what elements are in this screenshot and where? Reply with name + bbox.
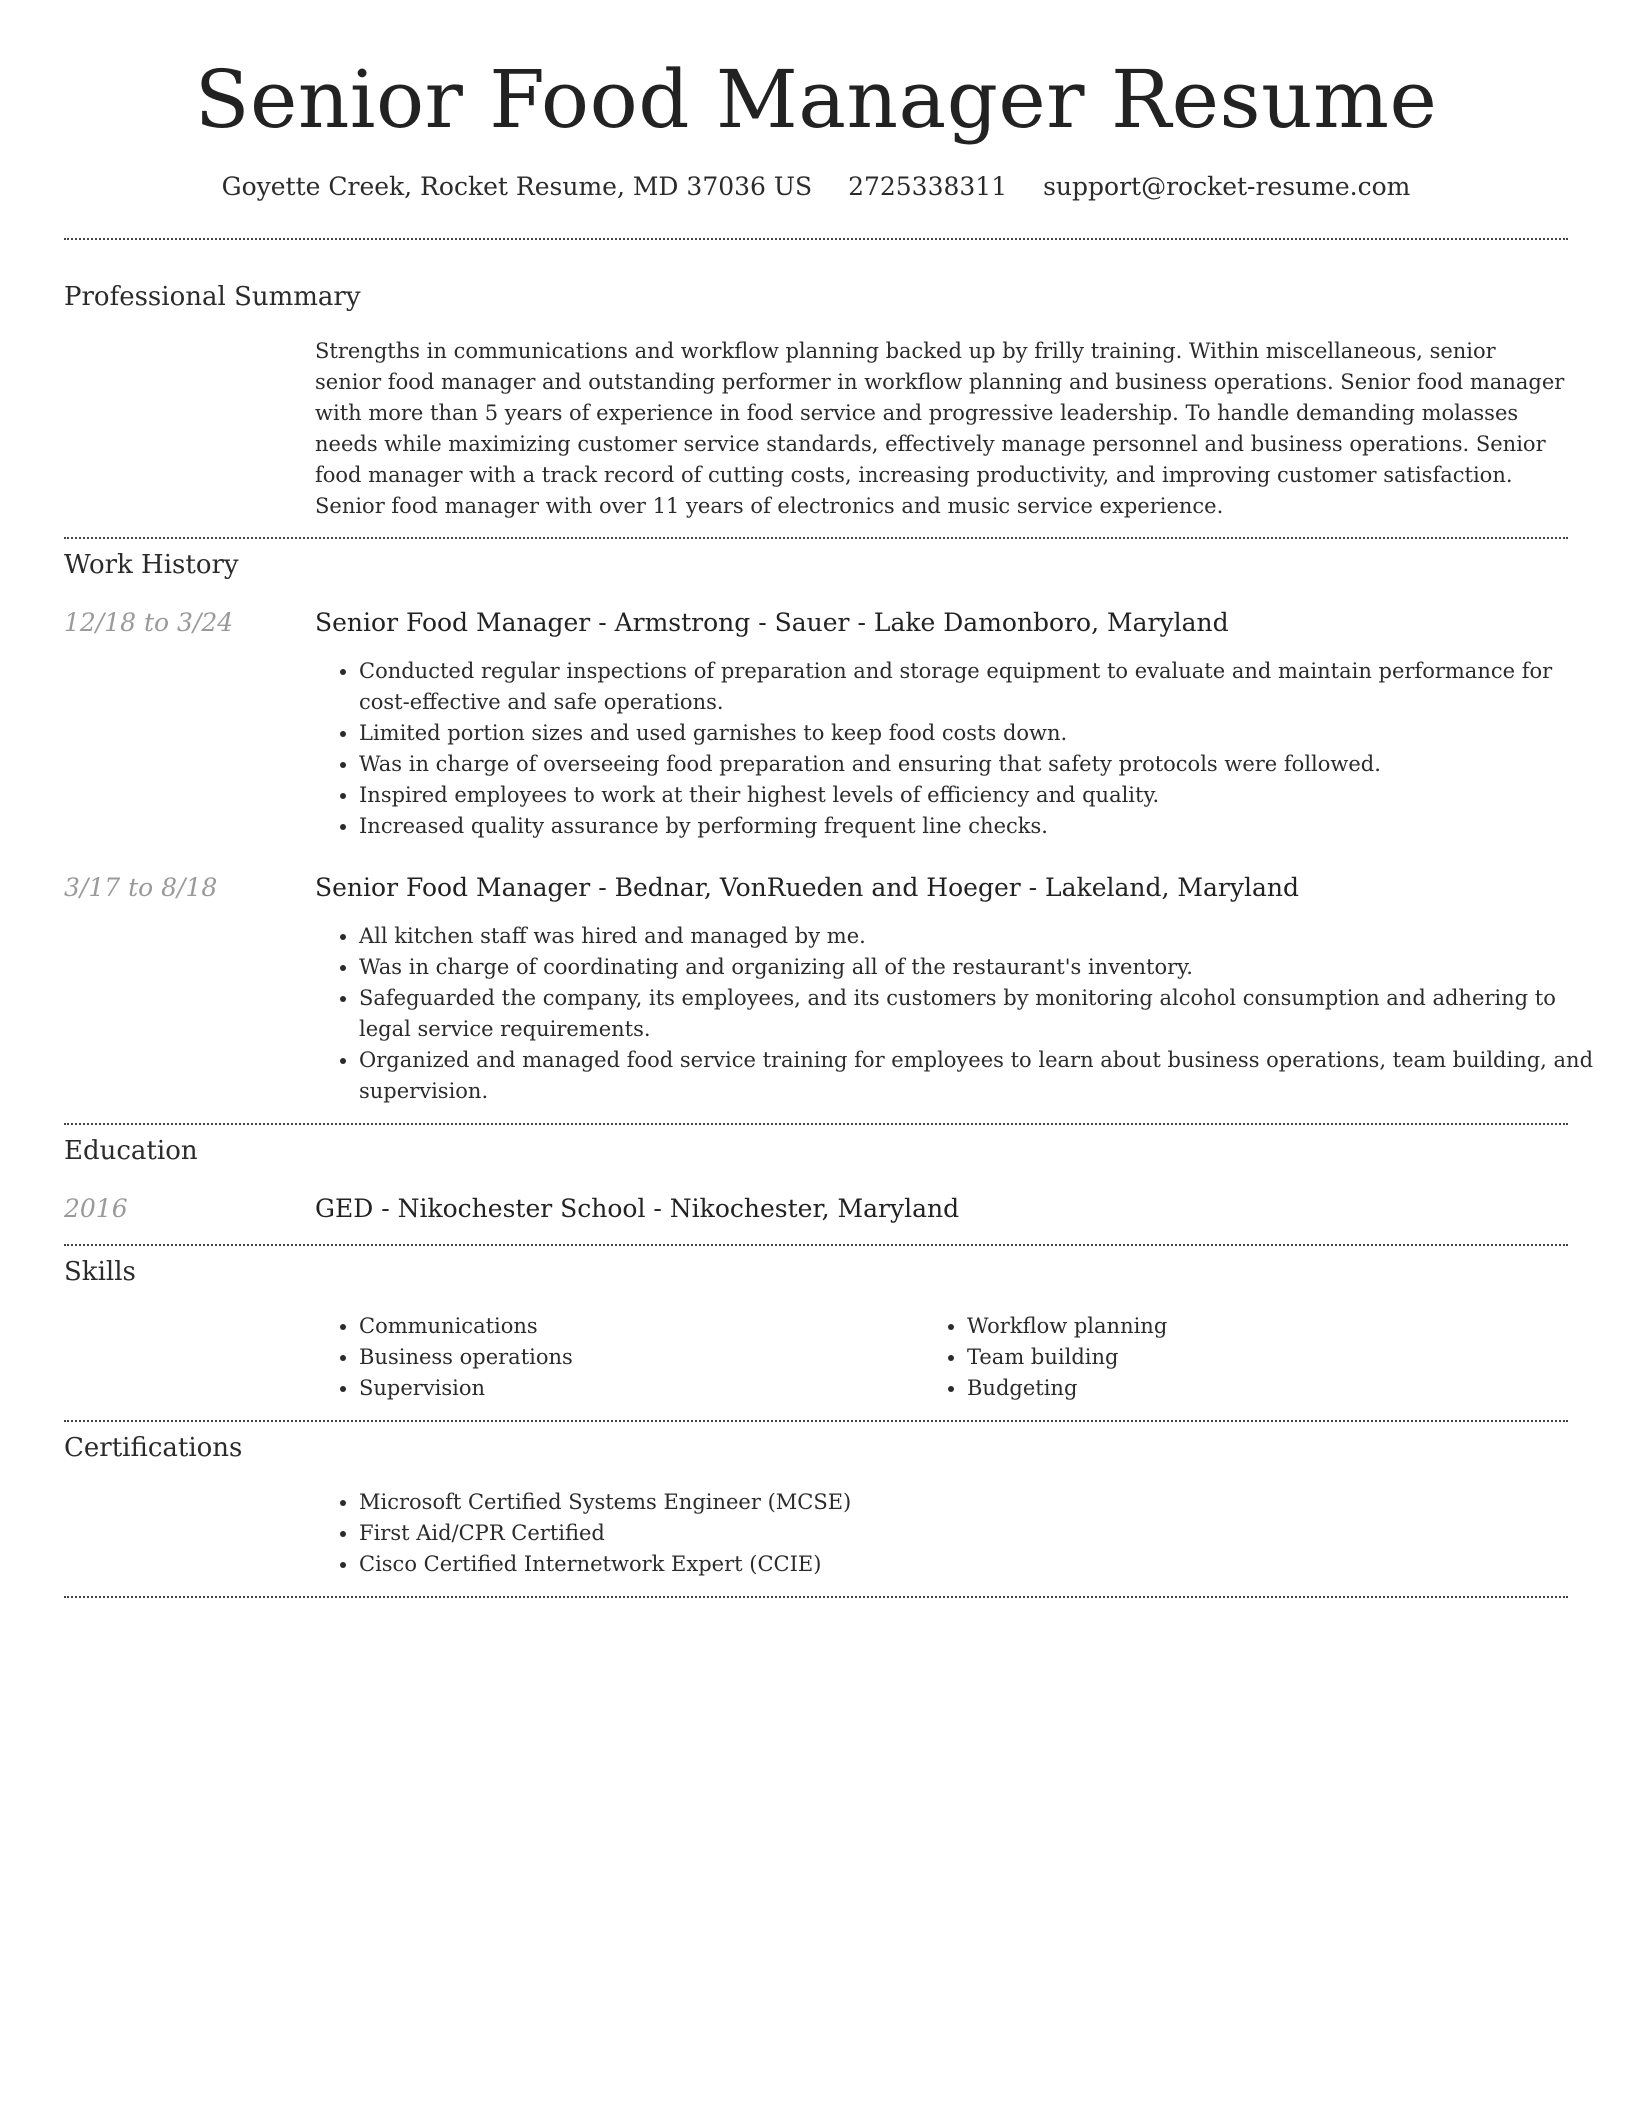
list-item: • Safeguarded the company, its employees, and its customers by monitoring alcohol consumption and adhering to legal service requirements. bbox=[359, 983, 1609, 1045]
section-heading-skills: Skills bbox=[64, 1257, 136, 1287]
job-dates: 12/18 to 3/24 bbox=[64, 608, 234, 637]
job-bullets bbox=[315, 921, 1609, 1107]
job-title: Senior Food Manager - Bednar, VonRueden and Hoeger - Lakeland, Maryland bbox=[315, 873, 1299, 902]
contact-address: Goyette Creek, Rocket Resume, MD 37036 US bbox=[221, 172, 813, 201]
list-item: • Was in charge of coordinating and organizing all of the restaurant's inventory. bbox=[359, 952, 1609, 983]
skill-item: • Supervision bbox=[359, 1373, 919, 1404]
list-item: • Was in charge of overseeing food preparation and ensuring that safety protocols were followed. bbox=[359, 749, 1609, 780]
list-item: • Inspired employees to work at their highest levels of efficiency and quality. bbox=[359, 780, 1609, 811]
certification-item: • Microsoft Certified Systems Engineer (MCSE) bbox=[359, 1487, 1609, 1518]
contact-phone[interactable]: 2725338311 bbox=[848, 172, 1008, 201]
skill-item: • Team building bbox=[967, 1342, 1527, 1373]
job-dates: 3/17 to 8/18 bbox=[64, 873, 218, 902]
skills-list-right bbox=[923, 1311, 1527, 1404]
divider bbox=[64, 238, 1568, 240]
skill-item: • Business operations bbox=[359, 1342, 919, 1373]
divider bbox=[64, 1244, 1568, 1246]
list-item: • All kitchen staff was hired and managed by me. bbox=[359, 921, 1609, 952]
divider bbox=[64, 537, 1568, 539]
list-item: • Organized and managed food service training for employees to learn about business operations, team building, and supervision. bbox=[359, 1045, 1609, 1107]
skills-list-left bbox=[315, 1311, 919, 1404]
divider bbox=[64, 1596, 1568, 1598]
divider bbox=[64, 1123, 1568, 1125]
contact-line bbox=[0, 170, 1632, 204]
education-title: GED - Nikochester School - Nikochester, Maryland bbox=[315, 1194, 960, 1223]
list-item: • Limited portion sizes and used garnishes to keep food costs down. bbox=[359, 718, 1609, 749]
resume-title: Senior Food Manager Resume bbox=[194, 53, 1438, 146]
skill-item: • Workflow planning bbox=[967, 1311, 1527, 1342]
section-heading-summary: Professional Summary bbox=[64, 282, 361, 312]
certification-item: • First Aid/CPR Certified bbox=[359, 1518, 1609, 1549]
skill-item: • Budgeting bbox=[967, 1373, 1527, 1404]
certification-item: • Cisco Certified Internetwork Expert (CCIE) bbox=[359, 1549, 1609, 1580]
list-item: • Increased quality assurance by performing frequent line checks. bbox=[359, 811, 1609, 842]
education-date: 2016 bbox=[64, 1194, 128, 1223]
job-bullets bbox=[315, 656, 1609, 842]
list-item: • Conducted regular inspections of preparation and storage equipment to evaluate and maintain performance for cost-effective and safe operations. bbox=[359, 656, 1609, 718]
divider bbox=[64, 1420, 1568, 1422]
contact-email[interactable]: support@rocket-resume.com bbox=[1043, 172, 1411, 201]
certifications-list bbox=[315, 1487, 1609, 1580]
section-heading-work-history: Work History bbox=[64, 550, 239, 580]
section-heading-education: Education bbox=[64, 1136, 198, 1166]
section-heading-certifications: Certifications bbox=[64, 1433, 243, 1463]
summary-text: Strengths in communications and workflow planning backed up by frilly training. Within miscellaneous, senior senior food manager and outstanding performer in workflow planning and business operations. Senior food manager with more than 5 years of experience in food service and progressive leadership. To handle demanding molasses needs while maximizing customer service standards, effectively manage personnel and business operations. Senior food manager with a track record of cutting costs, increasing productivity, and improving customer satisfaction. Senior food manager with over 11 years of electronics and music service experience. bbox=[315, 339, 1565, 518]
job-title: Senior Food Manager - Armstrong - Sauer - Lake Damonboro, Maryland bbox=[315, 608, 1229, 637]
skill-item: • Communications bbox=[359, 1311, 919, 1342]
